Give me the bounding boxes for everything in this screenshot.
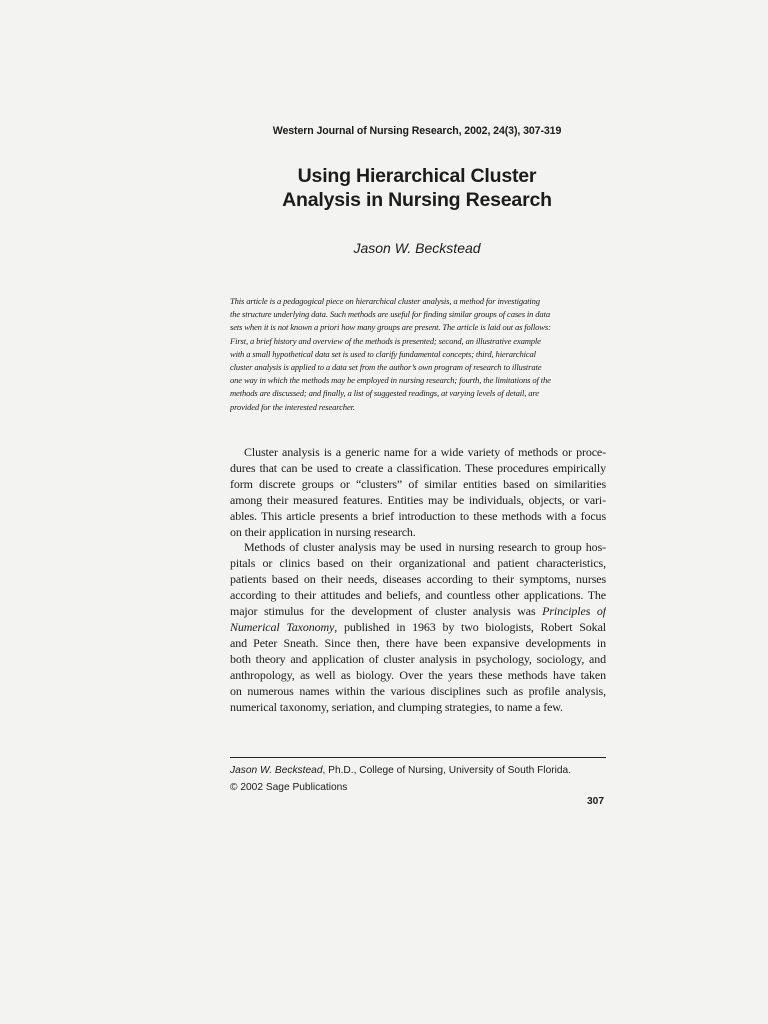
affiliation-text: , Ph.D., College of Nursing, University of South Florida. — [322, 765, 572, 776]
abstract-line: This article is a pedagogical piece on hierarchical cluster analysis, a method for investigating — [230, 296, 540, 306]
body-line — [230, 620, 606, 636]
body-line: dures that can be used to create a classification. These procedures empirically — [230, 460, 606, 475]
body-line: among their measured features. Entities may be individuals, objects, or vari- — [230, 492, 606, 507]
body-line: form discrete groups or “clusters” of similar entities based on similarities — [230, 476, 606, 491]
journal-citation: Western Journal of Nursing Research, 2002, 24(3), 307-319 — [272, 125, 562, 137]
body-text-run: , published in 1963 by two biologists, Robert Sokal — [334, 619, 606, 634]
page-number: 307 — [587, 796, 604, 807]
body-line: pitals or clinics based on their organizational and patient characteristics, — [230, 556, 606, 571]
body-line: anthropology, as well as biology. Over the years these methods have taken — [230, 667, 606, 682]
body-line: patients based on their needs, diseases according to their symptoms, nurses — [230, 572, 606, 587]
title-line-1: Using Hierarchical Cluster — [297, 165, 537, 187]
body-line: on numerous names within the various disciplines such as profile analysis, — [230, 683, 606, 698]
body-line: numerical taxonomy, seriation, and clumping strategies, to name a few. — [230, 699, 563, 714]
body-line — [230, 604, 606, 620]
abstract-line: cluster analysis is applied to a data set from the author’s own program of research to illustrate — [230, 362, 542, 373]
body-line: Cluster analysis is a generic name for a wide variety of methods or proce- — [244, 445, 606, 459]
abstract-line: sets when it is not known a priori how many groups are present. The article is laid out as follows: — [230, 322, 551, 333]
book-title-italic: Numerical Taxonomy — [230, 619, 335, 634]
body-line: Methods of cluster analysis may be used in nursing research to group hos- — [244, 540, 606, 555]
body-line: and Peter Sneath. Since then, there have been expansive developments in — [230, 635, 606, 650]
body-text-run: major stimulus for the development of cluster analysis was — [230, 604, 543, 619]
body-line: according to their attitudes and beliefs, and countless other applications. The — [230, 588, 606, 603]
book-title-italic: Principles of — [542, 604, 606, 619]
body-line: both theory and application of cluster analysis in psychology, sociology, and — [230, 651, 606, 666]
abstract-line: First, a brief history and overview of the methods is presented; second, an illustrative example — [230, 335, 541, 346]
copyright-notice: © 2002 Sage Publications — [230, 782, 348, 793]
author-name: Jason W. Beckstead — [353, 240, 481, 256]
abstract-line: one way in which the methods may be employed in nursing research; fourth, the limitations of the — [230, 375, 551, 386]
abstract — [230, 295, 605, 414]
body-line: ables. This article presents a brief introduction to these methods with a focus — [230, 508, 606, 523]
abstract-line: the structure underlying data. Such methods are useful for finding similar groups of cases in data — [230, 309, 550, 320]
title-line-2: Analysis in Nursing Research — [282, 189, 552, 211]
article-title — [200, 164, 634, 212]
abstract-line: methods are discussed; and finally, a list of suggested readings, at varying levels of detail, are — [230, 388, 539, 399]
body-line: on their application in nursing research. — [230, 524, 416, 539]
footnote-divider — [230, 757, 606, 758]
body-text — [230, 445, 606, 715]
author-affiliation — [230, 765, 571, 776]
abstract-line: provided for the interested researcher. — [230, 401, 355, 412]
abstract-line: with a small hypothetical data set is used to clarify fundamental concepts; third, hierarchical — [230, 348, 536, 359]
footnote-author: Jason W. Beckstead — [230, 765, 323, 776]
